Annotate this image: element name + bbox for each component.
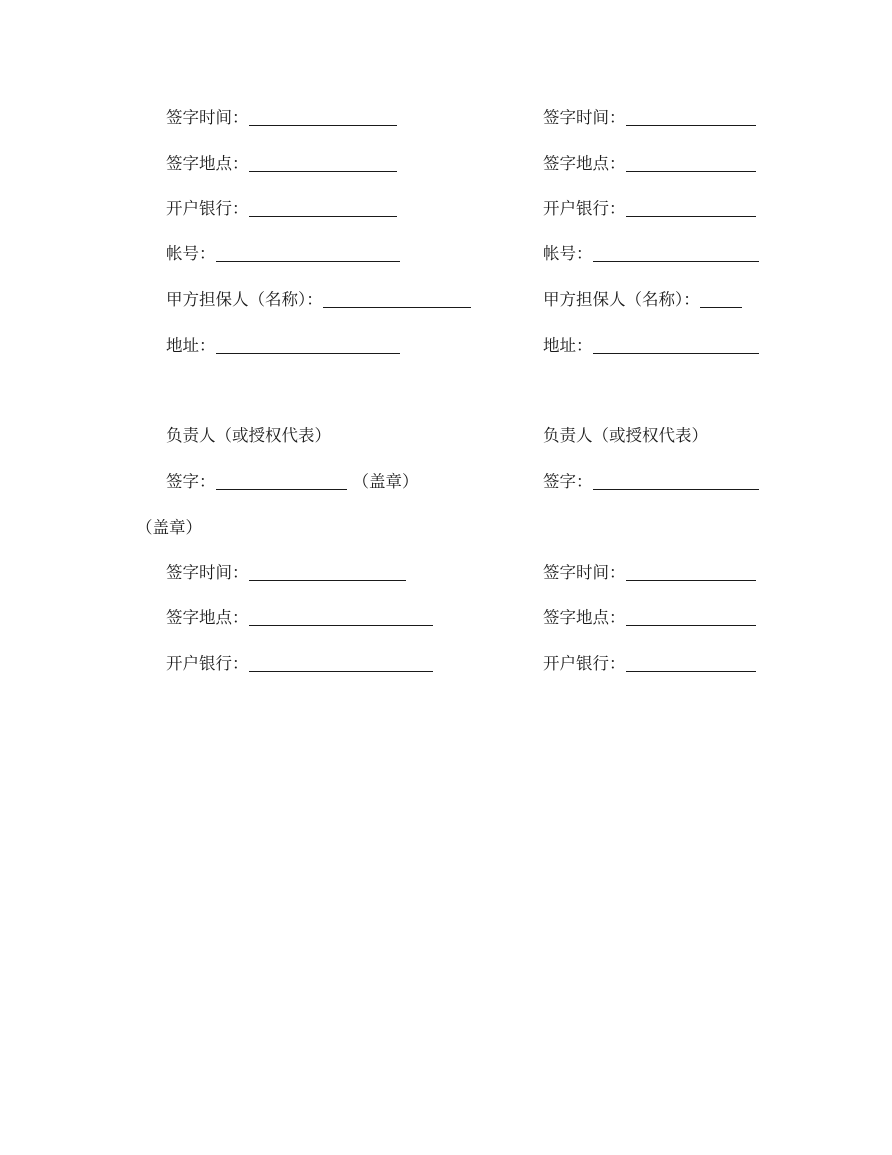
right-account-label: 帐号：	[543, 244, 593, 263]
left-sign-place-2-blank[interactable]	[249, 607, 433, 626]
left-sign-time-row	[166, 104, 397, 128]
left-sign-place-blank[interactable]	[249, 153, 397, 172]
left-sign-place-label: 签字地点：	[166, 154, 249, 173]
left-guarantor-label: 甲方担保人（名称）：	[166, 290, 323, 309]
left-sign-time-2-row	[166, 559, 406, 583]
left-signature-label: 签字：	[166, 472, 216, 491]
left-account-row	[166, 240, 400, 264]
right-sign-place-row	[543, 150, 756, 174]
left-sign-time-blank[interactable]	[249, 107, 397, 126]
right-sign-time-2-blank[interactable]	[626, 562, 756, 581]
right-bank-2-blank[interactable]	[626, 653, 756, 672]
right-sign-place-2-label: 签字地点：	[543, 608, 626, 627]
left-sign-place-row	[166, 150, 397, 174]
left-sign-place-2-row	[166, 604, 433, 628]
right-bank-blank[interactable]	[626, 198, 756, 217]
left-guarantor-blank[interactable]	[323, 289, 471, 308]
left-sign-time-label: 签字时间：	[166, 108, 249, 127]
left-bank-row	[166, 195, 397, 219]
right-account-blank[interactable]	[593, 243, 759, 262]
right-sign-place-label: 签字地点：	[543, 154, 626, 173]
left-sign-time-2-label: 签字时间：	[166, 563, 249, 582]
right-guarantor-row	[543, 286, 742, 310]
left-responsible-row	[166, 422, 331, 446]
right-responsible-row	[543, 422, 708, 446]
right-bank-row	[543, 195, 756, 219]
right-responsible-label: 负责人（或授权代表）	[543, 426, 708, 445]
stray-seal-label: （盖章）	[136, 518, 202, 537]
right-address-blank[interactable]	[593, 335, 759, 354]
left-bank-blank[interactable]	[249, 198, 397, 217]
right-sign-place-2-row	[543, 604, 756, 628]
left-account-label: 帐号：	[166, 244, 216, 263]
left-bank-2-blank[interactable]	[249, 653, 433, 672]
left-address-blank[interactable]	[216, 335, 400, 354]
right-guarantor-label: 甲方担保人（名称）：	[543, 290, 700, 309]
left-bank-label: 开户银行：	[166, 199, 249, 218]
left-seal-inline: （盖章）	[352, 472, 419, 491]
right-account-row	[543, 240, 759, 264]
right-bank-label: 开户银行：	[543, 199, 626, 218]
right-signature-blank[interactable]	[593, 471, 759, 490]
left-guarantor-row	[166, 286, 471, 310]
left-sign-place-2-label: 签字地点：	[166, 608, 249, 627]
right-sign-time-blank[interactable]	[626, 107, 756, 126]
left-signature-blank[interactable]	[216, 471, 347, 490]
right-bank-2-row	[543, 650, 756, 674]
stray-seal-row	[136, 514, 202, 538]
left-bank-2-row	[166, 650, 433, 674]
left-address-label: 地址：	[166, 336, 216, 355]
right-address-label: 地址：	[543, 336, 593, 355]
left-sign-time-2-blank[interactable]	[249, 562, 406, 581]
right-bank-2-label: 开户银行：	[543, 654, 626, 673]
left-address-row	[166, 332, 400, 356]
left-responsible-label: 负责人（或授权代表）	[166, 426, 331, 445]
right-address-row	[543, 332, 759, 356]
right-sign-time-row	[543, 104, 756, 128]
right-sign-time-2-label: 签字时间：	[543, 563, 626, 582]
right-sign-place-blank[interactable]	[626, 153, 756, 172]
right-signature-row	[543, 468, 759, 492]
right-sign-time-2-row	[543, 559, 756, 583]
left-signature-row	[166, 468, 419, 492]
left-account-blank[interactable]	[216, 243, 400, 262]
right-guarantor-blank[interactable]	[700, 289, 742, 308]
left-bank-2-label: 开户银行：	[166, 654, 249, 673]
right-sign-place-2-blank[interactable]	[626, 607, 756, 626]
right-sign-time-label: 签字时间：	[543, 108, 626, 127]
right-signature-label: 签字：	[543, 472, 593, 491]
